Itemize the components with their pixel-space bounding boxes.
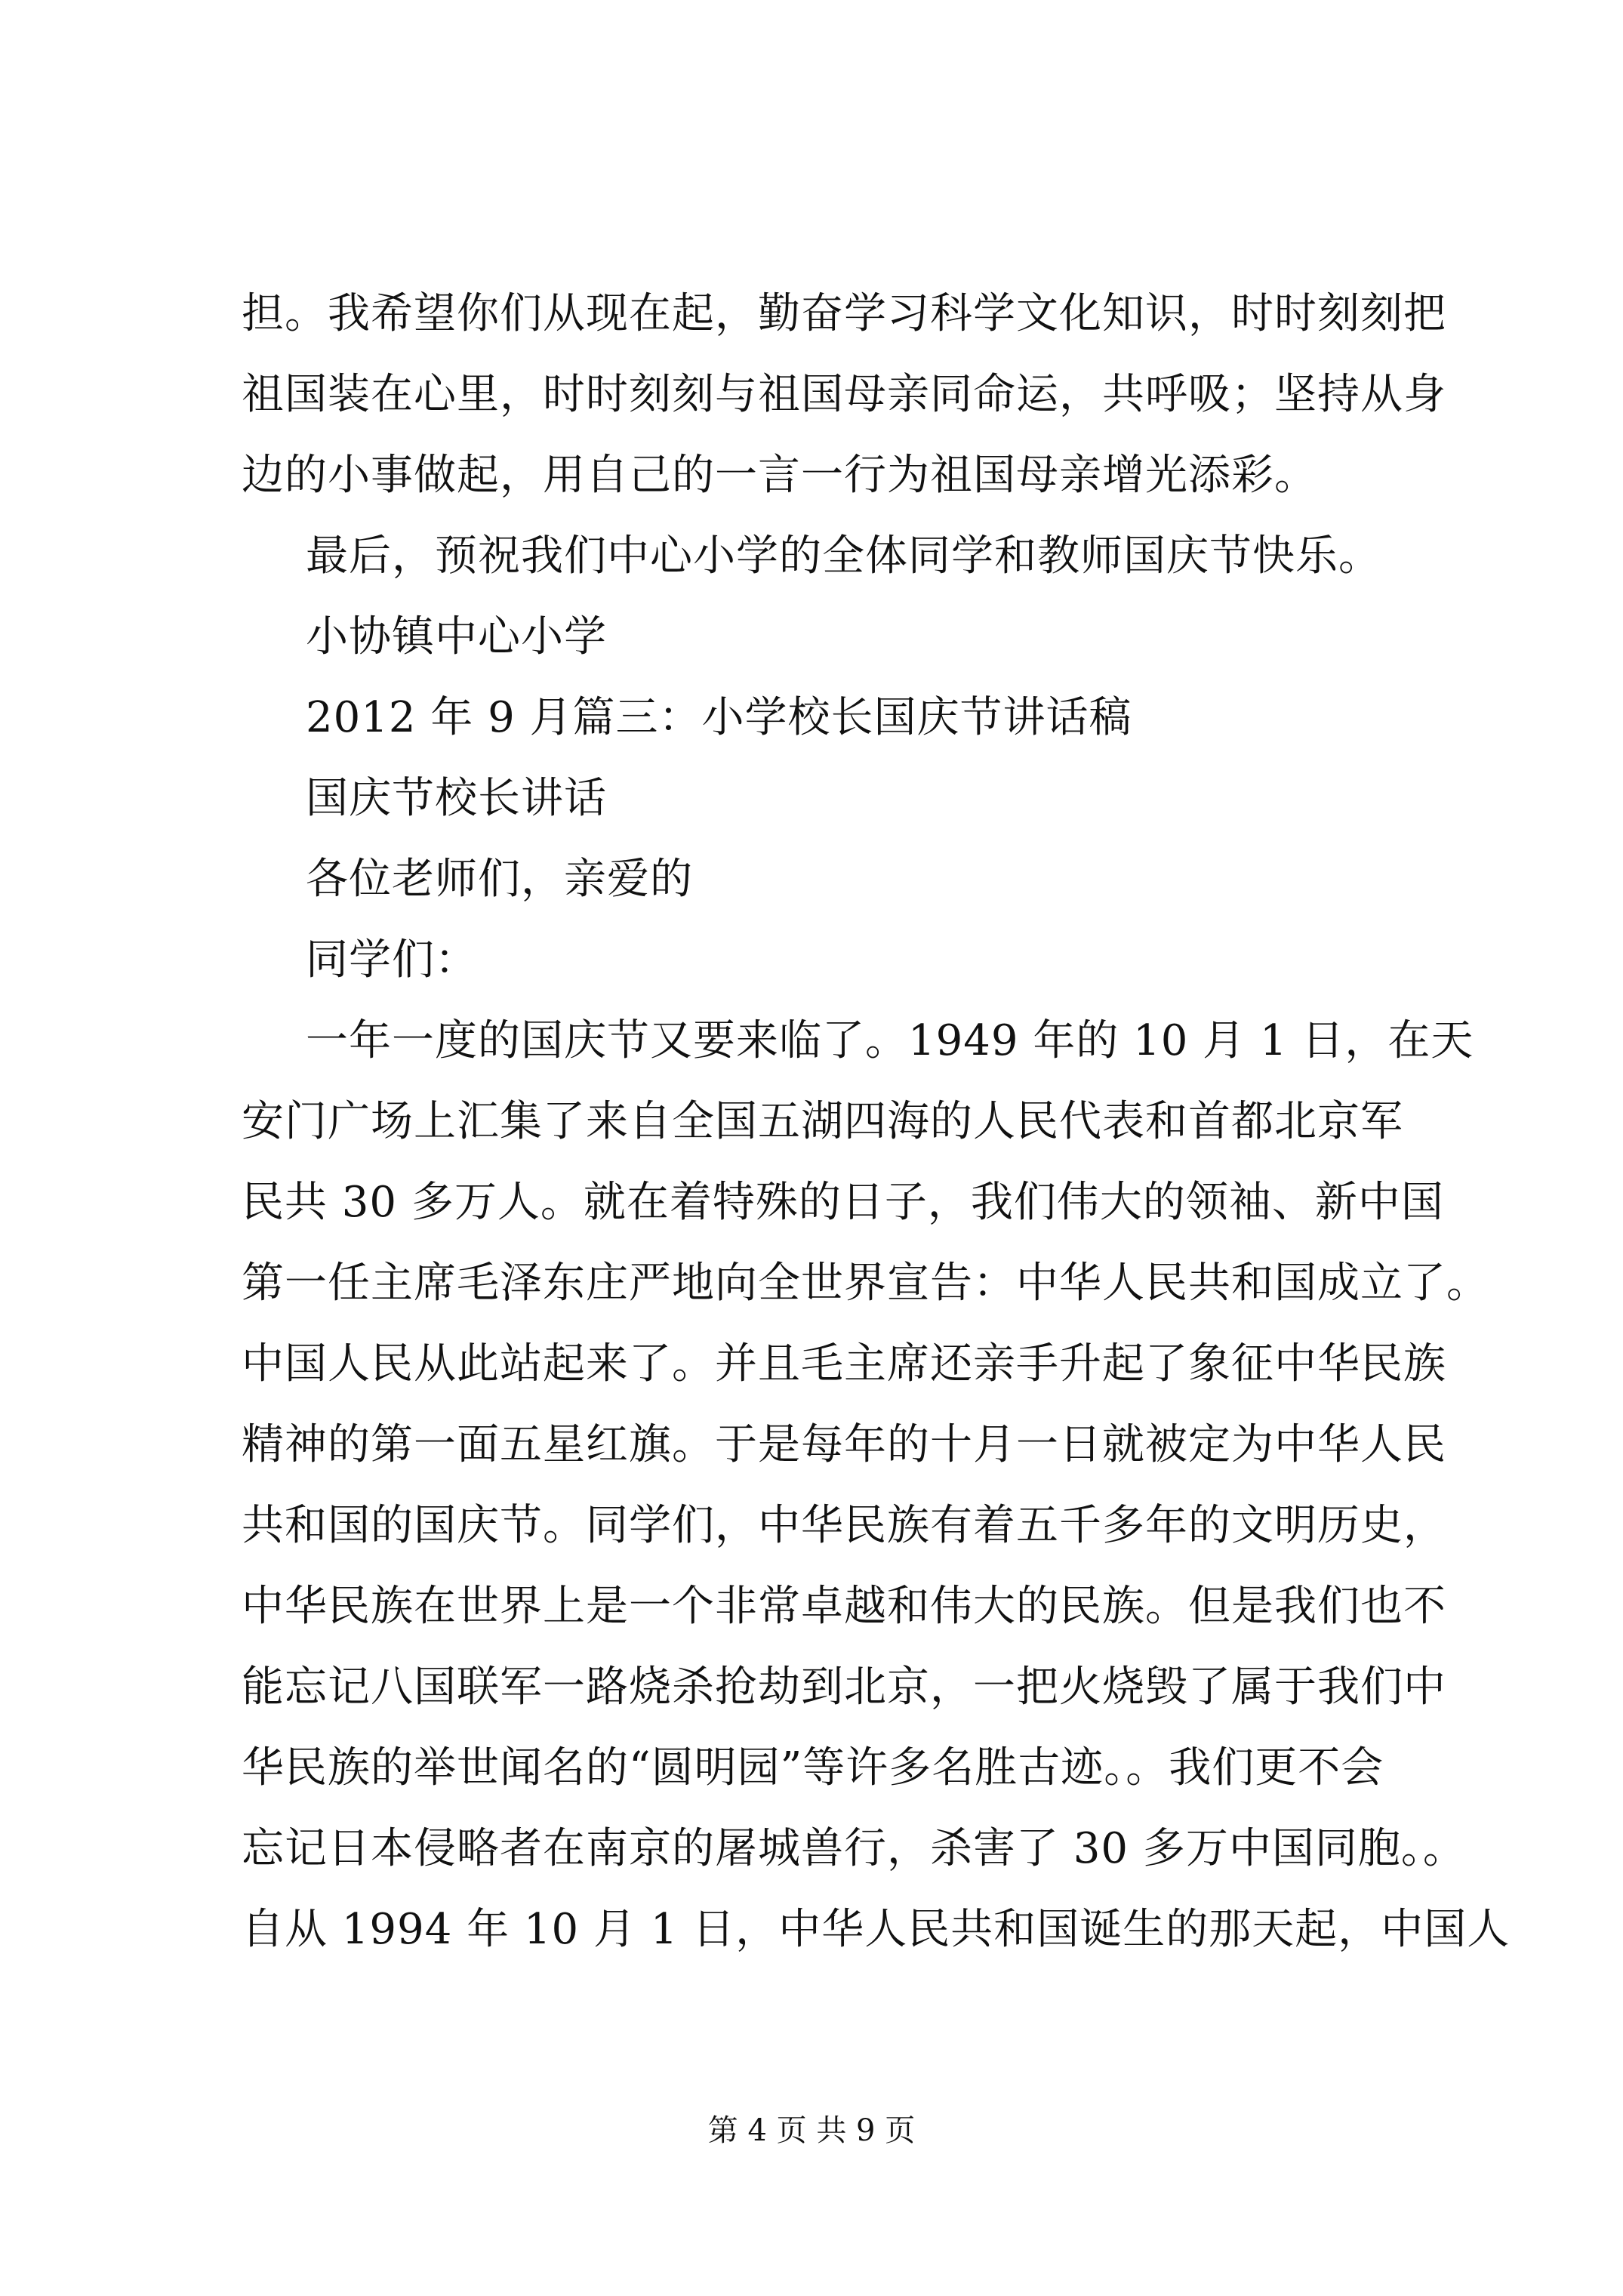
text-line-20: 忘记日本侵略者在南京的屠城兽行，杀害了 30 多万中国同胞。。 bbox=[242, 1824, 1466, 1873]
text-line-9: 同学们： bbox=[306, 935, 478, 985]
text-line-6: 2012 年 9 月篇三：小学校长国庆节讲话稿 bbox=[306, 693, 1132, 742]
text-line-16: 共和国的国庆节。同学们，中华民族有着五千多年的文明历史， bbox=[242, 1501, 1446, 1550]
page-number-footer: 第 4 页 共 9 页 bbox=[707, 2113, 916, 2148]
text-line-11: 安门广场上汇集了来自全国五湖四海的人民代表和首都北京军 bbox=[242, 1097, 1403, 1146]
text-line-10: 一年一度的国庆节又要来临了。1949 年的 10 月 1 日，在天 bbox=[306, 1016, 1474, 1065]
text-line-17: 中华民族在世界上是一个非常卓越和伟大的民族。但是我们也不 bbox=[242, 1582, 1446, 1631]
text-line-5: 小协镇中心小学 bbox=[306, 612, 607, 661]
text-line-14: 中国人民从此站起来了。并且毛主席还亲手升起了象征中华民族 bbox=[242, 1339, 1446, 1388]
text-line-3: 边的小事做起，用自己的一言一行为祖国母亲增光添彩。 bbox=[242, 451, 1317, 500]
text-line-1: 担。我希望你们从现在起，勤奋学习科学文化知识，时时刻刻把 bbox=[242, 289, 1446, 338]
text-line-2: 祖国装在心里，时时刻刻与祖国母亲同命运，共呼吸；坚持从身 bbox=[242, 370, 1446, 419]
text-line-15: 精神的第一面五星红旗。于是每年的十月一日就被定为中华人民 bbox=[242, 1420, 1446, 1469]
text-line-12: 民共 30 多万人。就在着特殊的日子，我们伟大的领袖、新中国 bbox=[242, 1178, 1444, 1227]
text-line-7: 国庆节校长讲话 bbox=[306, 774, 607, 823]
text-line-4: 最后，预祝我们中心小学的全体同学和教师国庆节快乐。 bbox=[306, 532, 1381, 581]
text-line-8: 各位老师们，亲爱的 bbox=[306, 855, 693, 904]
text-line-13: 第一任主席毛泽东庄严地向全世界宣告：中华人民共和国成立了。 bbox=[242, 1259, 1489, 1308]
text-line-21: 自从 1994 年 10 月 1 日，中华人民共和国诞生的那天起，中国人 bbox=[242, 1905, 1511, 1954]
text-line-18: 能忘记八国联军一路烧杀抢劫到北京，一把火烧毁了属于我们中 bbox=[242, 1663, 1446, 1712]
text-line-19: 华民族的举世闻名的“圆明园”等许多名胜古迹。。我们更不会 bbox=[242, 1743, 1384, 1792]
